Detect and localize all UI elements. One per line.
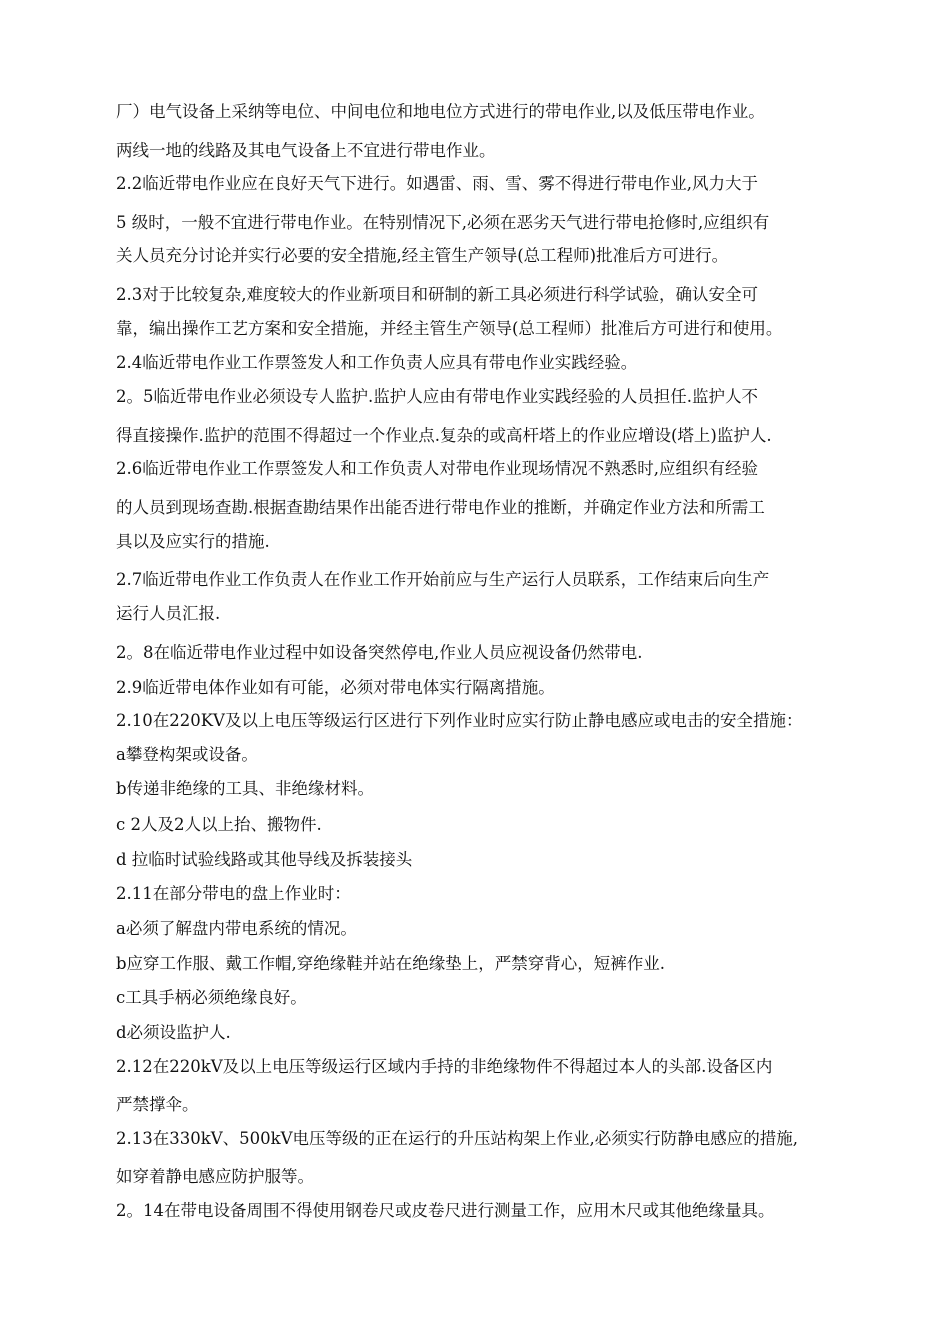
text-line: 2.11在部分带电的盘上作业时： <box>116 884 351 903</box>
text-line: 2.4临近带电作业工作票签发人和工作负责人应具有带电作业实践经验。 <box>116 353 638 372</box>
text-line: 2.2临近带电作业应在良好天气下进行。如遇雷、雨、雪、雾不得进行带电作业,风力大于 <box>116 174 758 193</box>
text-line: 2.9临近带电体作业如有可能，必须对带电体实行隔离措施。 <box>116 678 555 697</box>
text-line: b应穿工作服、戴工作帽,穿绝缘鞋并站在绝缘垫上，严禁穿背心，短裤作业. <box>116 954 666 973</box>
text-line: 2。5临近带电作业必须设专人监护.监护人应由有带电作业实践经验的人员担任.监护人不 <box>116 387 758 406</box>
text-line: 2.12在220kV及以上电压等级运行区域内手持的非绝缘物件不得超过本人的头部.设备区内 <box>116 1057 773 1076</box>
text-line: a必须了解盘内带电系统的情况。 <box>116 919 357 938</box>
text-line: 厂）电气设备上采纳等电位、中间电位和地电位方式进行的带电作业,以及低压带电作业。 <box>116 102 765 121</box>
text-line: 2.6临近带电作业工作票签发人和工作负责人对带电作业现场情况不熟悉时,应组织有经验 <box>116 459 758 478</box>
text-line: 如穿着静电感应防护服等。 <box>116 1167 314 1186</box>
text-line: 2.3对于比较复杂,难度较大的作业新项目和研制的新工具必须进行科学试验，确认安全可 <box>116 285 758 304</box>
text-line: c 2人及2人以上抬、搬物件. <box>116 815 322 834</box>
text-line: c工具手柄必须绝缘良好。 <box>116 988 307 1007</box>
text-line: 严禁撑伞。 <box>116 1095 199 1114</box>
text-line: 靠，编出操作工艺方案和安全措施，并经主管生产领导(总工程师）批准后方可进行和使用。 <box>116 319 783 338</box>
text-line: 具以及应实行的措施. <box>116 532 270 551</box>
text-line: 的人员到现场查勘.根据查勘结果作出能否进行带电作业的推断，并确定作业方法和所需工 <box>116 498 765 517</box>
text-line: a攀登构架或设备。 <box>116 745 258 764</box>
text-line: 得直接操作.监护的范围不得超过一个作业点.复杂的或高杆塔上的作业应增设(塔上)监护人. <box>116 426 772 445</box>
text-line: 两线一地的线路及其电气设备上不宜进行带电作业。 <box>116 141 496 160</box>
text-line: 2。14在带电设备周围不得使用钢卷尺或皮卷尺进行测量工作，应用木尺或其他绝缘量具。 <box>116 1201 775 1220</box>
text-line: b传递非绝缘的工具、非绝缘材料。 <box>116 779 375 798</box>
text-line: 关人员充分讨论并实行必要的安全措施,经主管生产领导(总工程师)批准后方可进行。 <box>116 246 729 265</box>
text-line: 2.13在330kV、500kV电压等级的正在运行的升压站构架上作业,必须实行防静电感应的措施, <box>116 1129 799 1148</box>
text-line: 2.7临近带电作业工作负责人在作业工作开始前应与生产运行人员联系，工作结束后向生产 <box>116 570 770 589</box>
text-line: 运行人员汇报. <box>116 604 221 623</box>
text-line: 5 级时，一般不宜进行带电作业。在特别情况下,必须在恶劣天气进行带电抢修时,应组织有 <box>116 213 770 232</box>
text-line: 2.10在220KV及以上电压等级运行区进行下列作业时应实行防止静电感应或电击的安全措施： <box>116 711 803 730</box>
text-line: 2。8在临近带电作业过程中如设备突然停电,作业人员应视设备仍然带电. <box>116 643 643 662</box>
text-line: d必须设监护人. <box>116 1023 231 1042</box>
text-line: d 拉临时试验线路或其他导线及拆装接头 <box>116 850 413 869</box>
